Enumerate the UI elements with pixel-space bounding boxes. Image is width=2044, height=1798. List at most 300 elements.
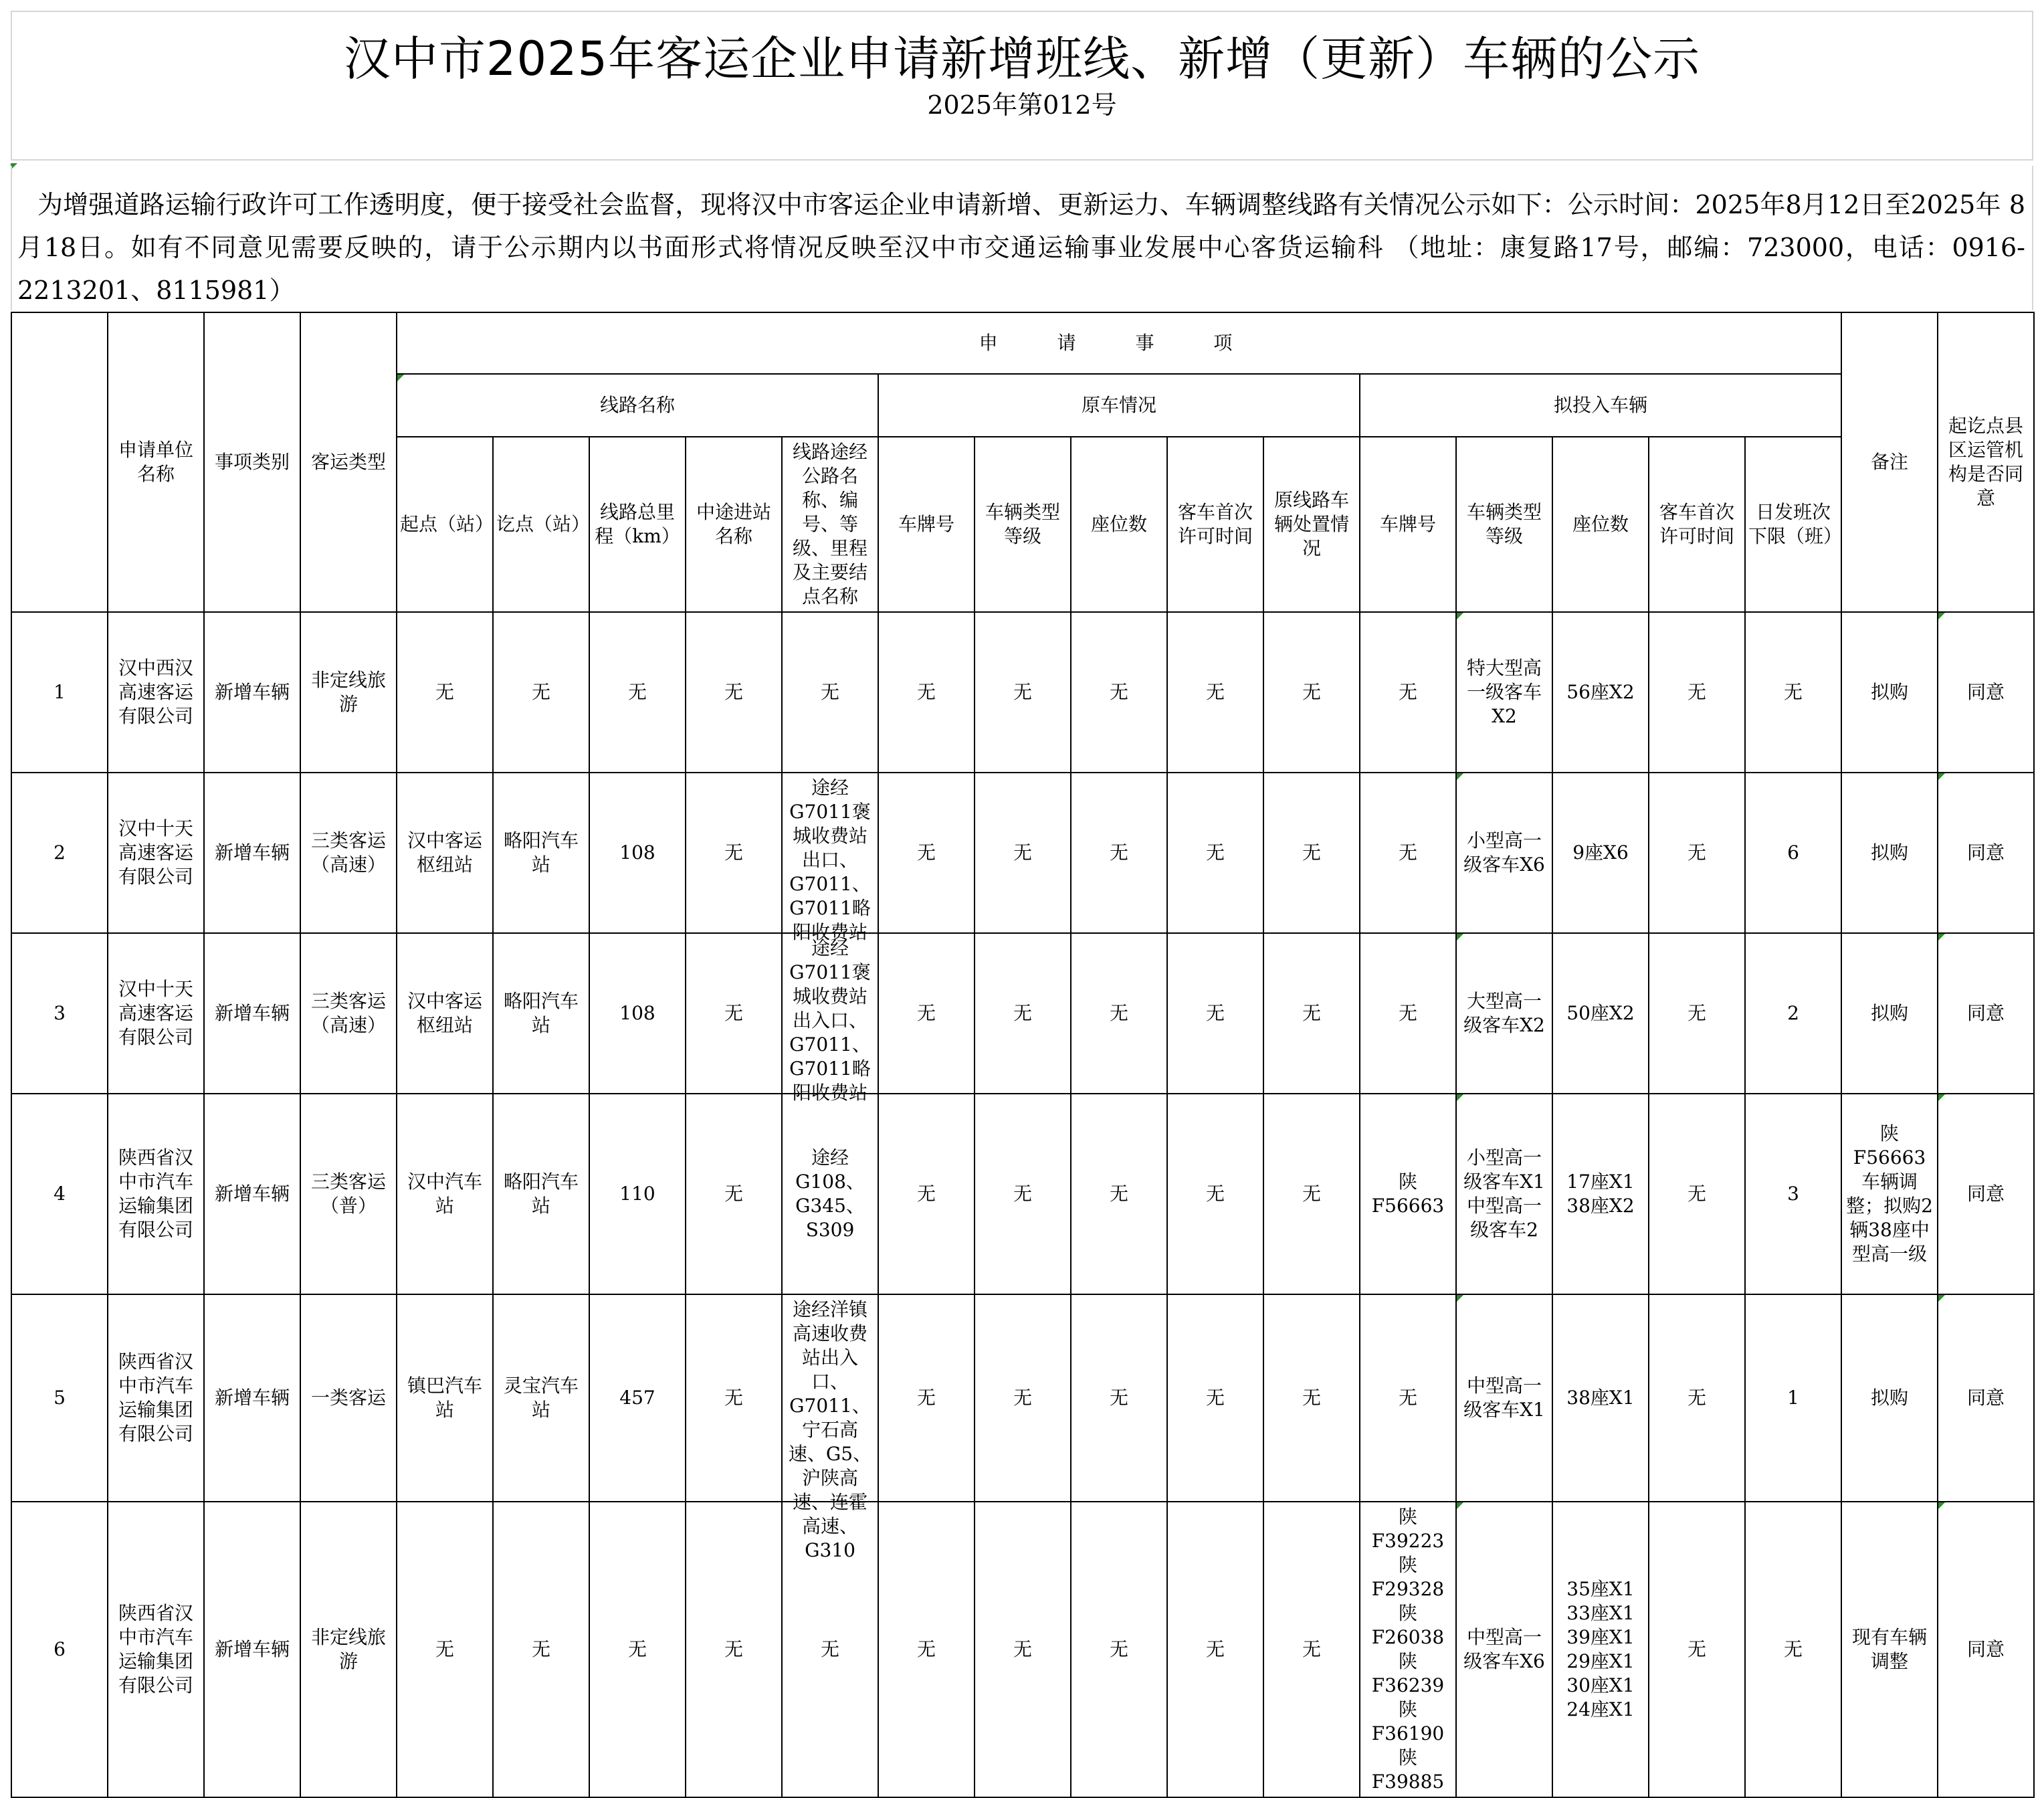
cell-text: 汉中十天高速客运有限公司 <box>118 978 193 1048</box>
cell-new-permit <box>1649 773 1745 933</box>
cell-start <box>397 1502 493 1797</box>
cell-mileage <box>589 612 686 773</box>
cell-transport-type <box>300 1294 397 1502</box>
cell-orig-disposal <box>1263 1502 1360 1797</box>
cell-text: 无 <box>1302 841 1321 864</box>
cell-new-class <box>1456 1294 1552 1502</box>
cell-text: 无 <box>1398 681 1417 703</box>
cell-text: 途经G7011褒城收费站出口、G7011、G7011略阳收费站 <box>789 777 871 943</box>
cell-text: 略阳汽车站 <box>503 829 579 876</box>
cell-text: 无 <box>1013 1387 1032 1409</box>
header-row-1 <box>11 312 2034 374</box>
cell-text: 无 <box>1205 841 1225 864</box>
cell-text: 新增车辆 <box>214 1002 290 1024</box>
cell-text: 4 <box>54 1183 66 1205</box>
cell-text: 小型高一级客车X6 <box>1463 829 1545 876</box>
cell-no <box>11 612 108 773</box>
cell-text: 无 <box>724 1002 743 1024</box>
table-row <box>11 773 2034 933</box>
cell-text: 特大型高一级客车X2 <box>1466 657 1542 727</box>
cell-orig-disposal <box>1263 1294 1360 1502</box>
cell-new-permit <box>1649 1094 1745 1294</box>
cell-text: 同意 <box>1967 1183 2005 1205</box>
cell-text: 无 <box>1687 1638 1706 1660</box>
cell-orig-class <box>975 1294 1071 1502</box>
cell-text: 457 <box>619 1387 655 1409</box>
cell-text: 拟购 <box>1871 1002 1909 1024</box>
notice-table <box>11 312 2035 1798</box>
cell-text: 无 <box>724 1638 743 1660</box>
cell-text: 无 <box>1687 841 1706 864</box>
cell-text: 陕F56663 <box>1371 1171 1445 1217</box>
page-title: 汉中市2025年客运企业申请新增班线、新增（更新）车辆的公示 <box>343 31 1701 86</box>
cell-text: 新增车辆 <box>214 681 290 703</box>
cell-new-permit <box>1649 1294 1745 1502</box>
cell-orig-class <box>975 1502 1071 1797</box>
cell-new-class <box>1456 1502 1552 1797</box>
cell-consent <box>1938 1094 2034 1294</box>
cell-text: 中型高一级客车X1 <box>1463 1375 1545 1421</box>
cell-applicant <box>108 1294 204 1502</box>
cell-end <box>493 1094 589 1294</box>
cell-orig-plate <box>878 612 975 773</box>
cell-text: 非定线旅游 <box>310 669 386 715</box>
cell-text: 无 <box>1398 841 1417 864</box>
cell-text: 汉中汽车站 <box>407 1171 482 1217</box>
cell-text: 无 <box>916 681 936 703</box>
cell-orig-permit <box>1167 1294 1263 1502</box>
cell-end <box>493 612 589 773</box>
cell-consent <box>1938 1294 2034 1502</box>
cell-text: 新增车辆 <box>214 1183 290 1205</box>
cell-orig-disposal <box>1263 933 1360 1094</box>
table-row <box>11 1294 2034 1502</box>
cell-text: 途经G108、G345、S309 <box>795 1146 865 1241</box>
cell-text: 无 <box>1398 1387 1417 1409</box>
table-row <box>11 1094 2034 1294</box>
cell-start <box>397 1294 493 1502</box>
cell-marker-icon <box>1938 1502 1945 1509</box>
cell-text: 灵宝汽车站 <box>503 1375 579 1421</box>
title-box <box>11 11 2033 161</box>
cell-text: 无 <box>1687 1387 1706 1409</box>
cell-text: 略阳汽车站 <box>503 990 579 1036</box>
cell-orig-disposal <box>1263 612 1360 773</box>
cell-text: 三类客运（高速） <box>310 990 386 1036</box>
cell-text: 无 <box>820 681 839 703</box>
cell-text: 无 <box>1302 1387 1321 1409</box>
cell-text: 3 <box>1787 1183 1799 1205</box>
cell-item-type <box>204 933 300 1094</box>
cell-marker-icon <box>1457 1094 1463 1101</box>
cell-text: 新增车辆 <box>214 1638 290 1660</box>
cell-text: 一类客运 <box>310 1387 386 1409</box>
cell-text: 1 <box>54 681 66 703</box>
cell-text: 无 <box>1013 1638 1032 1660</box>
cell-text: 镇巴汽车站 <box>407 1375 482 1421</box>
cell-text: 无 <box>435 1638 454 1660</box>
header-end: 讫点（站） <box>493 437 589 612</box>
cell-marker-icon <box>1938 1295 1945 1302</box>
cell-daily-min <box>1745 773 1841 933</box>
cell-item-type <box>204 1094 300 1294</box>
cell-new-class <box>1456 612 1552 773</box>
cell-item-type <box>204 1294 300 1502</box>
header-orig-class: 车辆类型等级 <box>975 437 1071 612</box>
cell-text: 无 <box>724 1387 743 1409</box>
header-stops: 中途进站名称 <box>686 437 782 612</box>
cell-text: 无 <box>1302 1183 1321 1205</box>
header-applicant: 申请单位名称 <box>108 312 204 612</box>
cell-text: 大型高一级客车X2 <box>1463 990 1545 1036</box>
cell-orig-seats <box>1071 1502 1167 1797</box>
cell-text: 无 <box>627 681 647 703</box>
cell-text: 新增车辆 <box>214 841 290 864</box>
cell-new-plate <box>1360 612 1456 773</box>
header-original-vehicle: 原车情况 <box>878 374 1360 437</box>
cell-orig-plate <box>878 773 975 933</box>
header-mileage: 线路总里程（km） <box>589 437 686 612</box>
header-new-class: 车辆类型等级 <box>1456 437 1552 612</box>
cell-text: 无 <box>1109 1387 1128 1409</box>
cell-text: 5 <box>54 1387 66 1409</box>
cell-transport-type <box>300 933 397 1094</box>
cell-marker-icon <box>1938 934 1945 940</box>
cell-text: 无 <box>1109 1638 1128 1660</box>
cell-via <box>782 773 878 943</box>
cell-orig-disposal <box>1263 1094 1360 1294</box>
cell-item-type <box>204 773 300 933</box>
cell-orig-seats <box>1071 1294 1167 1502</box>
cell-text: 无 <box>1013 841 1032 864</box>
cell-text: 无 <box>435 681 454 703</box>
cell-text: 陕西省汉中市汽车运输集团有限公司 <box>118 1351 193 1445</box>
cell-stops <box>686 773 782 933</box>
header-no <box>11 312 108 612</box>
cell-start <box>397 1094 493 1294</box>
cell-text: 无 <box>1109 841 1128 864</box>
cell-transport-type <box>300 1502 397 1797</box>
cell-text: 无 <box>1013 681 1032 703</box>
cell-text: 6 <box>54 1638 66 1660</box>
cell-marker-icon <box>1938 613 1945 619</box>
cell-daily-min <box>1745 612 1841 773</box>
cell-mileage <box>589 1294 686 1502</box>
cell-new-class <box>1456 933 1552 1094</box>
cell-text: 同意 <box>1967 1002 2005 1024</box>
header-daily-min: 日发班次下限（班） <box>1745 437 1841 612</box>
cell-new-permit <box>1649 1502 1745 1797</box>
cell-remarks <box>1841 1502 1938 1797</box>
table-body <box>11 612 2034 1797</box>
cell-text: 现有车辆调整 <box>1852 1626 1928 1672</box>
cell-text: 无 <box>724 681 743 703</box>
cell-item-type <box>204 1502 300 1797</box>
cell-mileage <box>589 933 686 1094</box>
cell-item-type <box>204 612 300 773</box>
cell-text: 9座X6 <box>1572 841 1629 864</box>
header-new-seats: 座位数 <box>1552 437 1649 612</box>
cell-text: 无 <box>1784 1638 1803 1660</box>
cell-orig-class <box>975 773 1071 933</box>
header-route-name-label: 线路名称 <box>599 394 675 416</box>
cell-mileage <box>589 1094 686 1294</box>
cell-marker-icon <box>397 375 404 381</box>
cell-text: 汉中客运枢纽站 <box>407 829 482 876</box>
cell-text: 拟购 <box>1871 1387 1909 1409</box>
cell-text: 小型高一级客车X1中型高一级客车2 <box>1463 1146 1545 1241</box>
cell-new-seats <box>1552 773 1649 933</box>
cell-text: 同意 <box>1967 1638 2005 1660</box>
cell-text: 无 <box>1687 1183 1706 1205</box>
cell-transport-type <box>300 612 397 773</box>
cell-orig-permit <box>1167 1094 1263 1294</box>
cell-marker-icon <box>1457 613 1463 619</box>
cell-marker-icon <box>1457 934 1463 940</box>
cell-text: 拟购 <box>1871 841 1909 864</box>
cell-text: 汉中西汉高速客运有限公司 <box>118 657 193 727</box>
cell-text: 无 <box>820 1638 839 1660</box>
cell-text: 无 <box>1205 681 1225 703</box>
cell-text: 17座X1 38座X2 <box>1566 1171 1635 1217</box>
cell-text: 56座X2 <box>1566 681 1635 703</box>
notice-number: 2025年第012号 <box>927 90 1117 120</box>
header-item-type: 事项类别 <box>204 312 300 612</box>
cell-text: 无 <box>916 1183 936 1205</box>
cell-stops <box>686 933 782 1094</box>
cell-no <box>11 933 108 1094</box>
header-county-consent: 起讫点县区运管机构是否同意 <box>1938 312 2034 612</box>
cell-new-seats <box>1552 1502 1649 1797</box>
cell-orig-class <box>975 933 1071 1094</box>
cell-text: 新增车辆 <box>214 1387 290 1409</box>
cell-orig-permit <box>1167 612 1263 773</box>
header-orig-disposal: 原线路车辆处置情况 <box>1263 437 1360 612</box>
cell-no <box>11 1294 108 1502</box>
cell-text: 无 <box>916 1638 936 1660</box>
cell-remarks <box>1841 612 1938 773</box>
cell-marker-icon <box>1938 1094 1945 1101</box>
cell-text: 汉中十天高速客运有限公司 <box>118 817 193 888</box>
cell-orig-plate <box>878 1502 975 1797</box>
cell-text: 无 <box>1109 1183 1128 1205</box>
cell-new-seats <box>1552 933 1649 1094</box>
header-remarks: 备注 <box>1841 312 1938 612</box>
cell-text: 三类客运（普） <box>310 1171 386 1217</box>
cell-new-class <box>1456 1094 1552 1294</box>
cell-via <box>782 1294 878 1561</box>
cell-text: 无 <box>1302 681 1321 703</box>
cell-no <box>11 1502 108 1797</box>
cell-text: 无 <box>1109 1002 1128 1024</box>
cell-text: 50座X2 <box>1566 1002 1635 1024</box>
cell-text: 无 <box>531 681 550 703</box>
cell-text: 无 <box>531 1638 550 1660</box>
cell-text: 同意 <box>1967 1387 2005 1409</box>
header-new-permit: 客车首次许可时间 <box>1649 437 1745 612</box>
header-planned-vehicle: 拟投入车辆 <box>1360 374 1841 437</box>
cell-orig-class <box>975 612 1071 773</box>
cell-via <box>782 1094 878 1294</box>
header-orig-plate: 车牌号 <box>878 437 975 612</box>
cell-text: 无 <box>1205 1638 1225 1660</box>
cell-via <box>782 1502 878 1797</box>
cell-mileage <box>589 1502 686 1797</box>
cell-stops <box>686 1502 782 1797</box>
cell-orig-permit <box>1167 1502 1263 1797</box>
header-start: 起点（站） <box>397 437 493 612</box>
cell-text: 3 <box>54 1002 66 1024</box>
cell-text: 无 <box>1302 1002 1321 1024</box>
cell-daily-min <box>1745 1294 1841 1502</box>
cell-end <box>493 773 589 933</box>
cell-text: 无 <box>1302 1638 1321 1660</box>
cell-text: 无 <box>1013 1002 1032 1024</box>
cell-new-class <box>1456 773 1552 933</box>
cell-text: 陕西省汉中市汽车运输集团有限公司 <box>118 1602 193 1696</box>
cell-new-plate <box>1360 1502 1456 1797</box>
cell-marker-icon <box>1938 773 1945 780</box>
cell-text: 108 <box>619 1002 655 1024</box>
cell-orig-disposal <box>1263 773 1360 933</box>
cell-text: 非定线旅游 <box>310 1626 386 1672</box>
cell-orig-plate <box>878 1094 975 1294</box>
header-orig-permit: 客车首次许可时间 <box>1167 437 1263 612</box>
cell-text: 陕西省汉中市汽车运输集团有限公司 <box>118 1146 193 1241</box>
cell-daily-min <box>1745 1502 1841 1797</box>
cell-text: 无 <box>724 1183 743 1205</box>
cell-remarks <box>1841 933 1938 1094</box>
cell-via <box>782 612 878 773</box>
cell-text: 无 <box>1013 1183 1032 1205</box>
cell-text: 陕F56663车辆调整；拟购2辆38座中型高一级 <box>1846 1122 1933 1265</box>
cell-stops <box>686 1294 782 1502</box>
cell-text: 略阳汽车站 <box>503 1171 579 1217</box>
cell-transport-type <box>300 773 397 933</box>
cell-applicant <box>108 612 204 773</box>
cell-no <box>11 773 108 933</box>
cell-text: 无 <box>1205 1387 1225 1409</box>
cell-applicant <box>108 933 204 1094</box>
cell-consent <box>1938 933 2034 1094</box>
cell-orig-seats <box>1071 773 1167 933</box>
cell-stops <box>686 612 782 773</box>
cell-remarks <box>1841 773 1938 933</box>
cell-text: 途经洋镇高速收费站出入口、G7011、宁石高速、G5、沪陕高速、连霍高速、G310 <box>788 1298 872 1561</box>
intro-paragraph: 为增强道路运输行政许可工作透明度，便于接受社会监督，现将汉中市客运企业申请新增、更新运力、车辆调整线路有关情况公示如下：公示时间：2025年8月12日至2025年 8月18日。如有不同意见需要反映的，请于公示期内以书面形式将情况反映至汉中市交通运输事业发展中心客货运输科 （地址：康复路17号，邮编：723000，电话：0916-2213201、8115981） <box>11 166 2033 310</box>
cell-mileage <box>589 773 686 933</box>
cell-text: 途经G7011褒城收费站出入口、G7011、G7011略阳收费站 <box>789 937 871 1104</box>
cell-text: 无 <box>916 1002 936 1024</box>
cell-text: 无 <box>1784 681 1803 703</box>
cell-no <box>11 1094 108 1294</box>
cell-new-seats <box>1552 612 1649 773</box>
cell-orig-seats <box>1071 933 1167 1094</box>
cell-text: 108 <box>619 841 655 864</box>
cell-daily-min <box>1745 933 1841 1094</box>
cell-remarks <box>1841 1094 1938 1294</box>
cell-orig-class <box>975 1094 1071 1294</box>
cell-text: 三类客运（高速） <box>310 829 386 876</box>
cell-text: 无 <box>916 841 936 864</box>
cell-marker-icon <box>1457 1502 1463 1509</box>
header-apply-items: 申 请 事 项 <box>397 312 1841 374</box>
cell-orig-plate <box>878 933 975 1094</box>
cell-text: 35座X1 33座X1 39座X1 29座X1 30座X1 24座X1 <box>1566 1578 1635 1720</box>
cell-text: 无 <box>724 841 743 864</box>
cell-applicant <box>108 1502 204 1797</box>
cell-text: 无 <box>1687 681 1706 703</box>
cell-new-plate <box>1360 773 1456 933</box>
table-row <box>11 1502 2034 1797</box>
cell-new-plate <box>1360 1094 1456 1294</box>
cell-stops <box>686 1094 782 1294</box>
cell-start <box>397 773 493 933</box>
cell-new-permit <box>1649 612 1745 773</box>
cell-text: 无 <box>1398 1002 1417 1024</box>
cell-new-permit <box>1649 933 1745 1094</box>
cell-text: 拟购 <box>1871 681 1909 703</box>
cell-orig-plate <box>878 1294 975 1502</box>
cell-consent <box>1938 773 2034 933</box>
cell-start <box>397 612 493 773</box>
cell-marker-icon <box>1457 1295 1463 1302</box>
header-transport-type: 客运类型 <box>300 312 397 612</box>
cell-end <box>493 933 589 1094</box>
cell-new-seats <box>1552 1294 1649 1502</box>
cell-consent <box>1938 612 2034 773</box>
cell-new-seats <box>1552 1094 1649 1294</box>
cell-text: 110 <box>619 1183 655 1205</box>
cell-remarks <box>1841 1294 1938 1502</box>
cell-via <box>782 933 878 1104</box>
cell-marker-icon <box>1457 773 1463 780</box>
cell-text: 无 <box>1109 681 1128 703</box>
cell-transport-type <box>300 1094 397 1294</box>
header-new-plate: 车牌号 <box>1360 437 1456 612</box>
header-orig-seats: 座位数 <box>1071 437 1167 612</box>
cell-applicant <box>108 773 204 933</box>
cell-text: 6 <box>1787 841 1799 864</box>
cell-orig-permit <box>1167 773 1263 933</box>
cell-orig-permit <box>1167 933 1263 1094</box>
cell-daily-min <box>1745 1094 1841 1294</box>
cell-start <box>397 933 493 1094</box>
cell-applicant <box>108 1094 204 1294</box>
header-via: 线路途经公路名称、编号、等级、里程及主要结点名称 <box>782 437 878 612</box>
cell-end <box>493 1294 589 1502</box>
table-row <box>11 612 2034 773</box>
cell-text: 汉中客运枢纽站 <box>407 990 482 1036</box>
cell-text: 2 <box>1787 1002 1799 1024</box>
cell-end <box>493 1502 589 1797</box>
cell-consent <box>1938 1502 2034 1797</box>
table-row <box>11 933 2034 1094</box>
cell-new-plate <box>1360 1294 1456 1502</box>
cell-new-plate <box>1360 933 1456 1094</box>
cell-text: 无 <box>1205 1183 1225 1205</box>
cell-orig-seats <box>1071 1094 1167 1294</box>
cell-text: 无 <box>916 1387 936 1409</box>
cell-text: 1 <box>1787 1387 1799 1409</box>
cell-text: 无 <box>627 1638 647 1660</box>
cell-text: 同意 <box>1967 841 2005 864</box>
header-route-name <box>397 374 878 437</box>
cell-text: 无 <box>1687 1002 1706 1024</box>
cell-text: 无 <box>1205 1002 1225 1024</box>
cell-text: 陕F39223 陕F29328 陕F26038 陕F36239 陕F36190 陕F39885 <box>1371 1506 1445 1793</box>
cell-orig-seats <box>1071 612 1167 773</box>
